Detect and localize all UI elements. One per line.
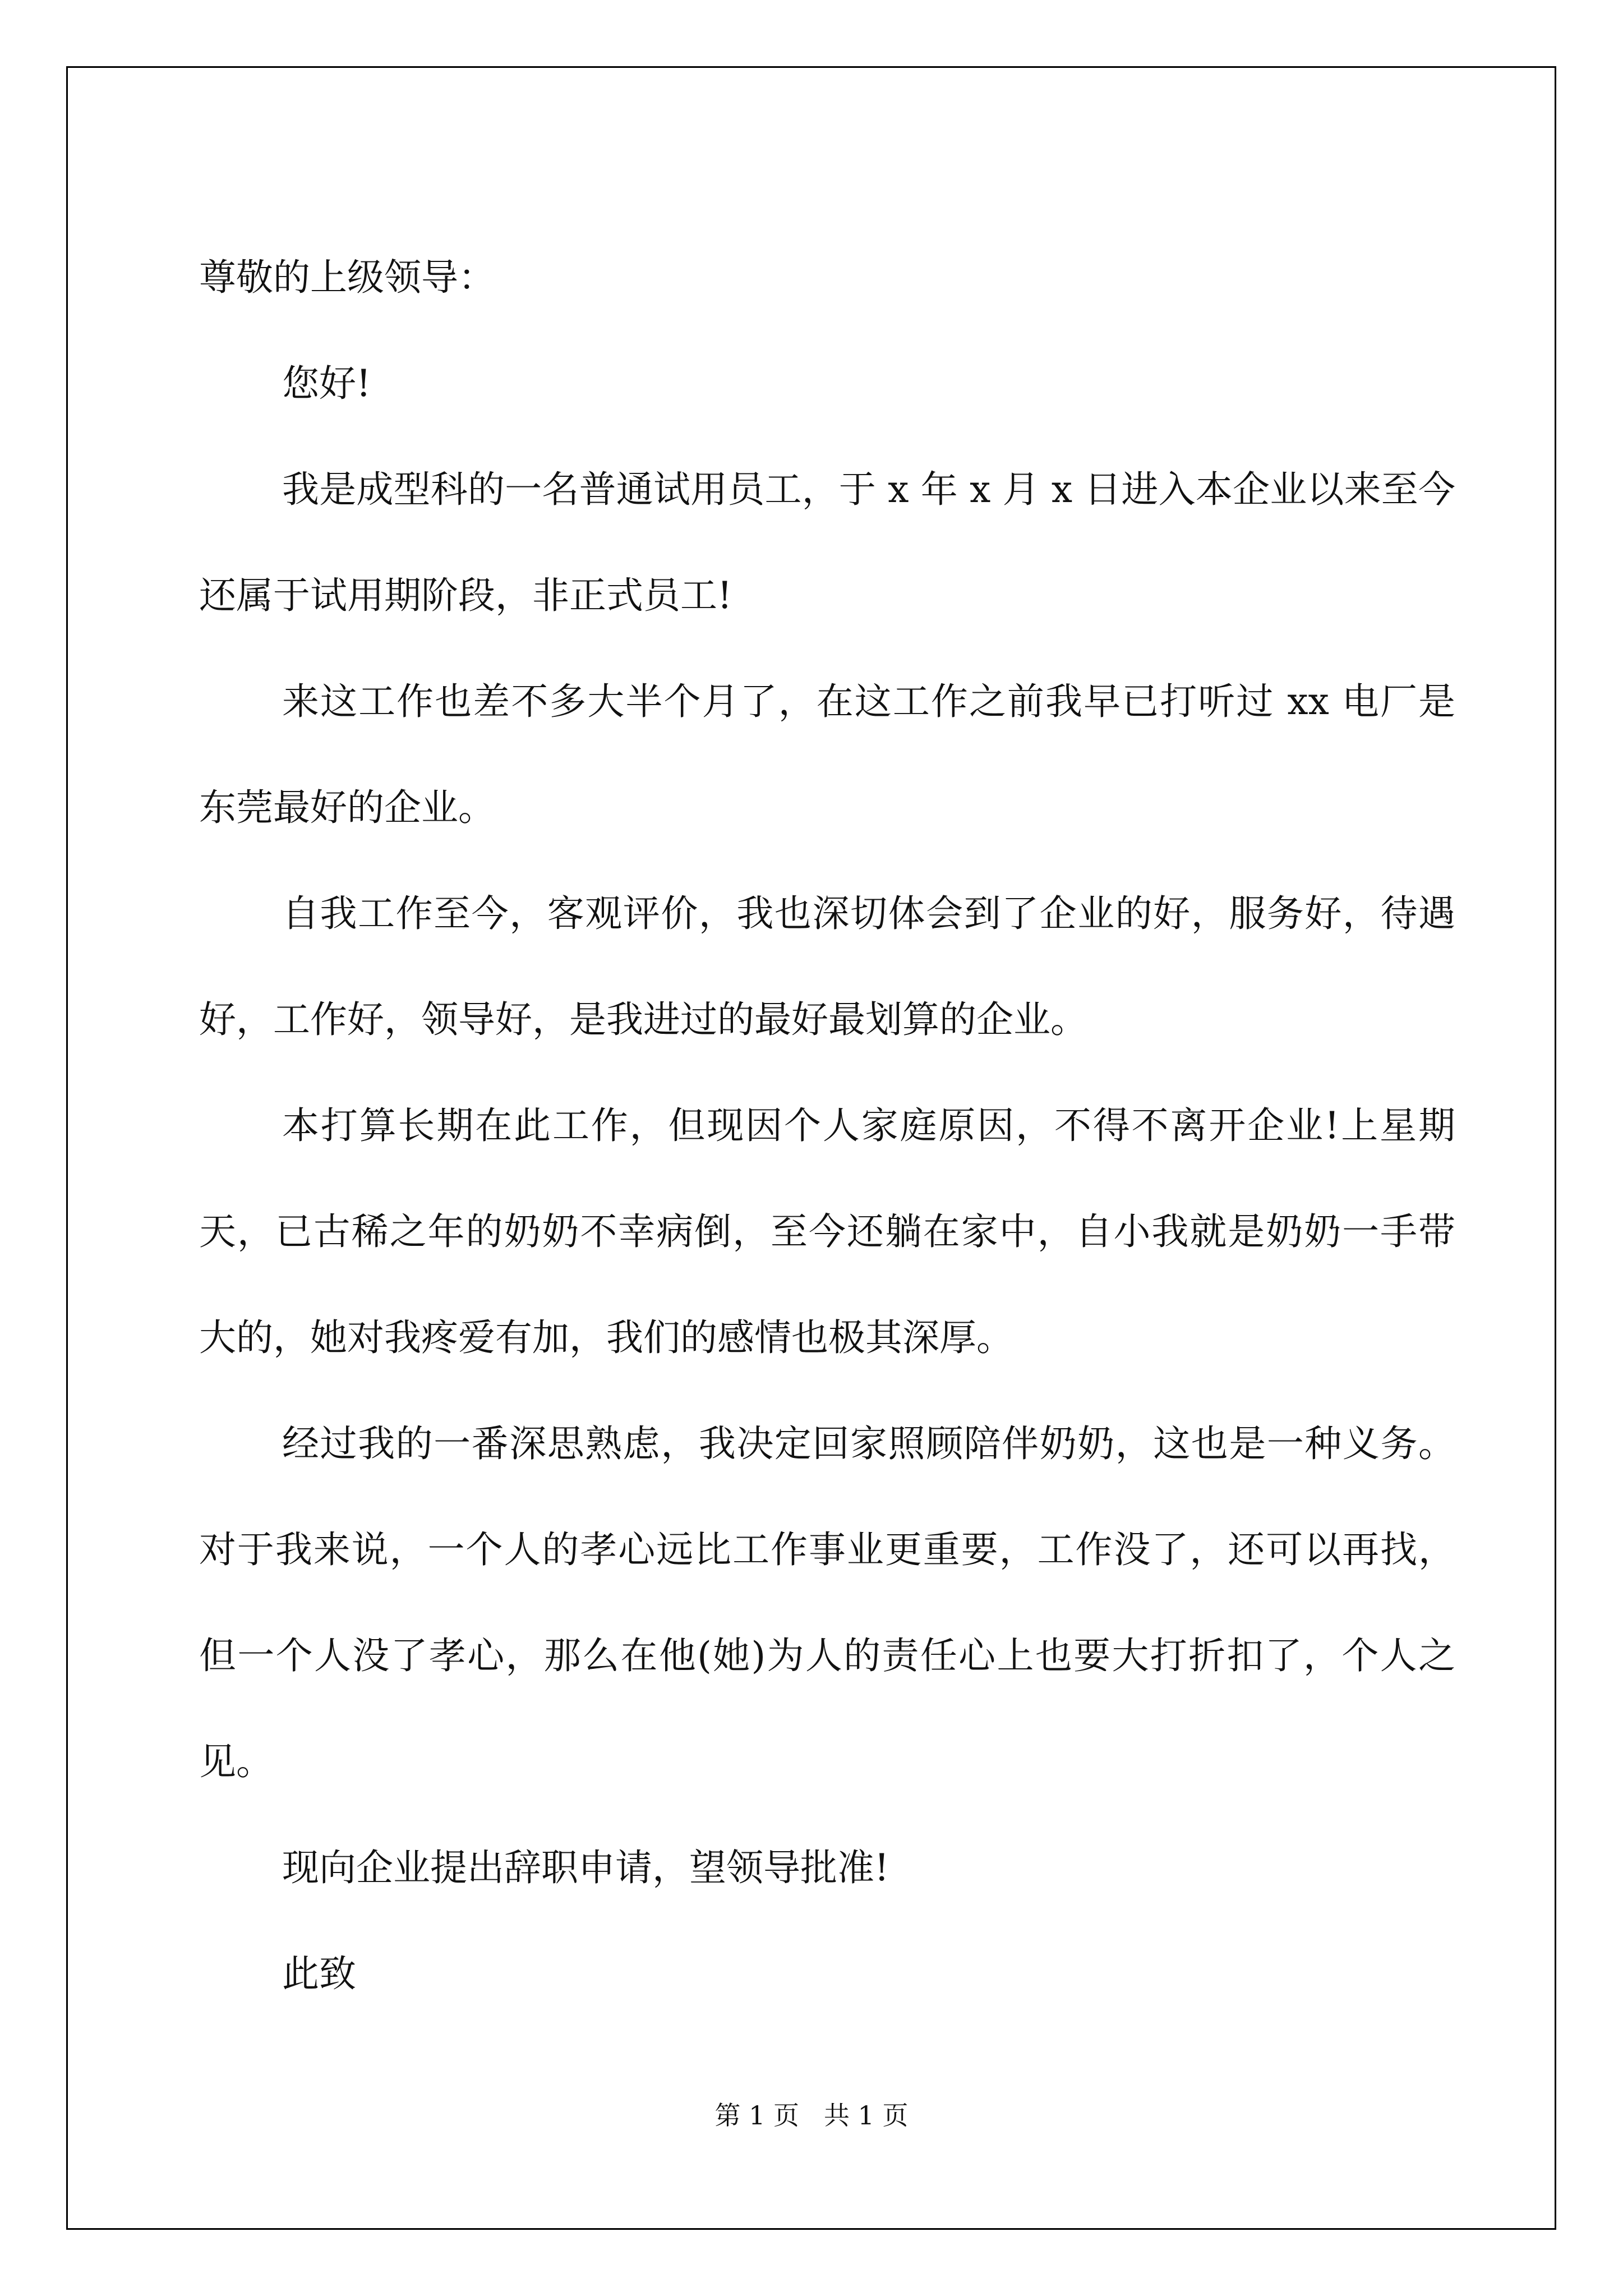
paragraph: 本打算长期在此工作，但现因个人家庭原因，不得不离开企业!上星期天，已古稀之年的奶奶不幸病倒，至今还躺在家中，自小我就是奶奶一手带大的，她对我疼爱有加，我们的感情也极其深厚。 — [199, 1104, 1455, 1359]
paragraph: 现向企业提出辞职申请，望领导批准! — [282, 1846, 889, 1889]
paragraph: 我是成型科的一名普通试用员工，于 x 年 x 月 x 日进入本企业以来至今还属于试用期阶段，非正式员工! — [199, 468, 1455, 617]
page-footer — [0, 2095, 1623, 2132]
closing: 此致 — [282, 1952, 356, 1995]
salutation: 尊敬的上级领导： — [199, 256, 495, 299]
page-number: 第 1 页 — [714, 2100, 799, 2131]
greeting: 您好! — [282, 362, 371, 405]
paragraph: 来这工作也差不多大半个月了，在这工作之前我早已打听过 xx 电厂是东莞最好的企业。 — [199, 680, 1455, 829]
paragraph: 自我工作至今，客观评价，我也深切体会到了企业的好，服务好，待遇好，工作好，领导好，是我进过的最好最划算的企业。 — [199, 892, 1455, 1041]
letter-body — [199, 224, 1455, 2027]
paragraph: 经过我的一番深思熟虑，我决定回家照顾陪伴奶奶，这也是一种义务。对于我来说，一个人的孝心远比工作事业更重要，工作没了，还可以再找，但一个人没了孝心，那么在他(她)为人的责任心上也要大打折扣了，个人之见。 — [199, 1422, 1455, 1783]
page-total: 共 1 页 — [824, 2100, 909, 2131]
